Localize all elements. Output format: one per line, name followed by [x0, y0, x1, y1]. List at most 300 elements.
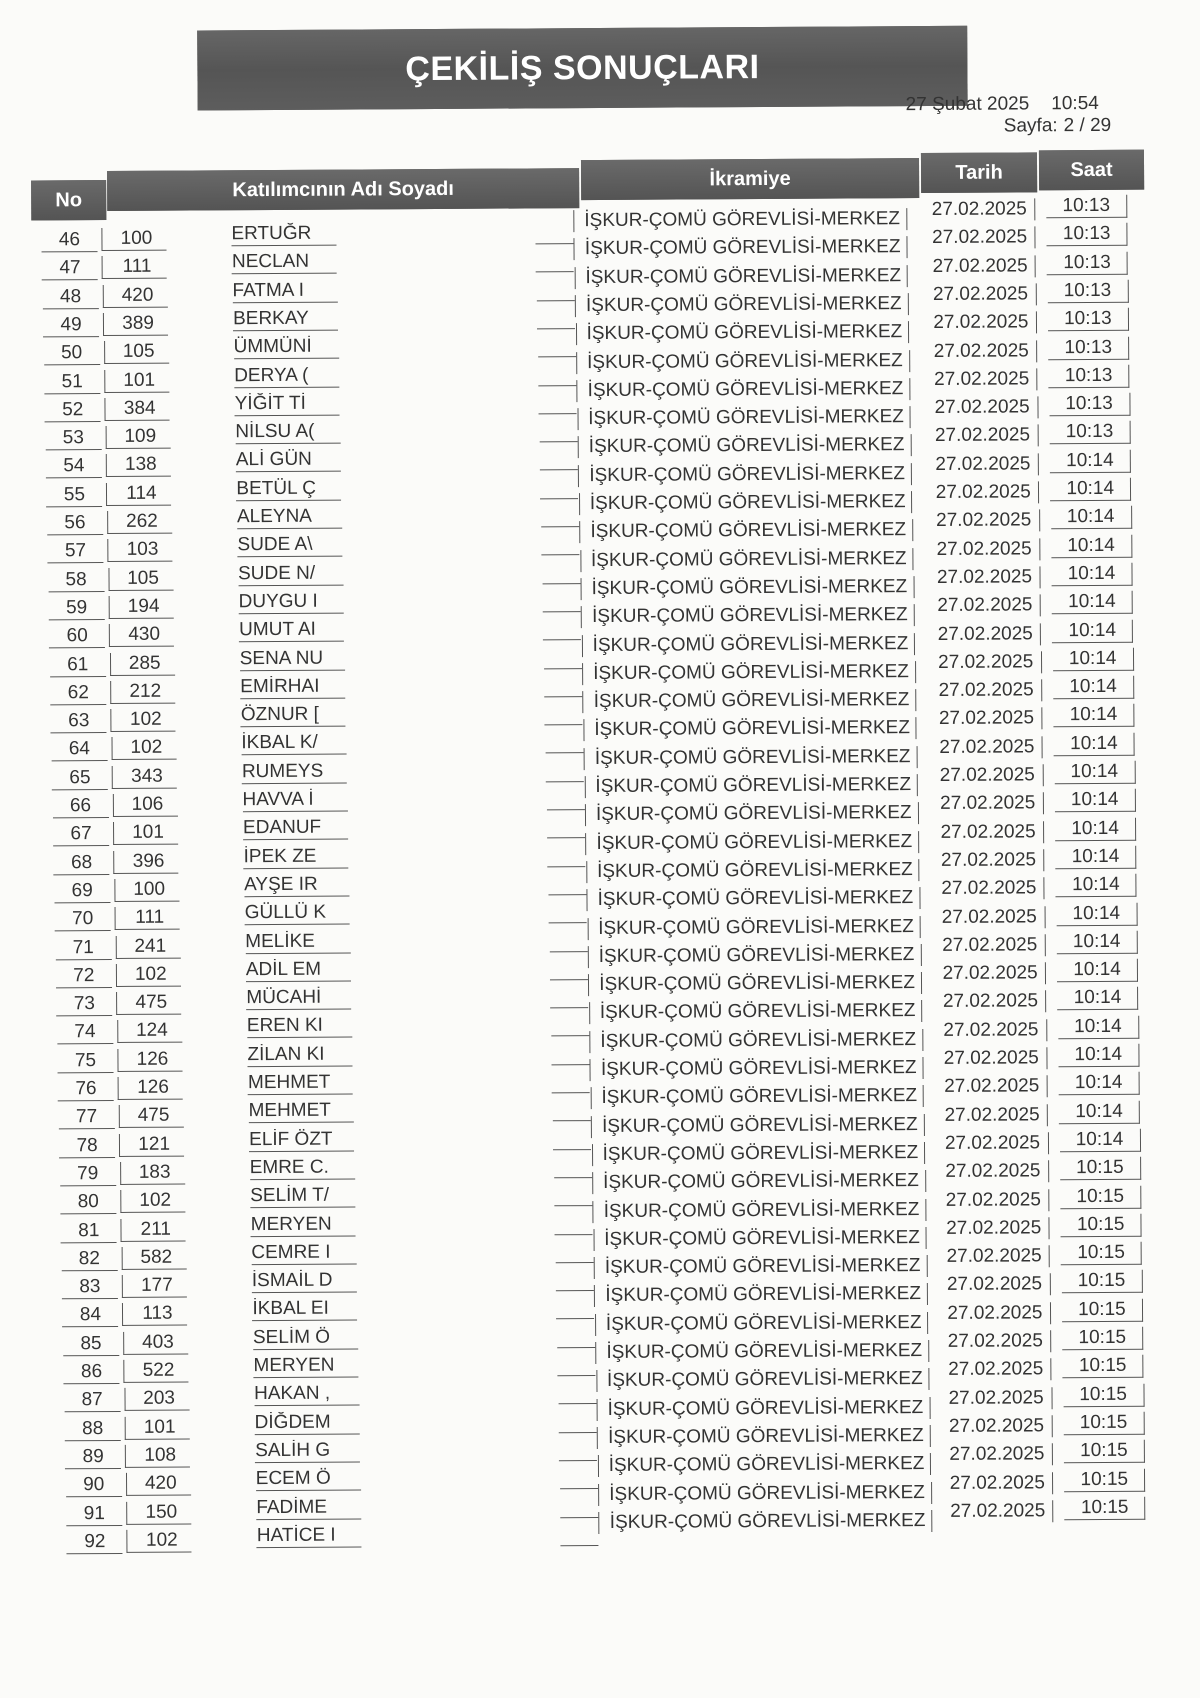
row-code: 111: [115, 907, 180, 930]
row-name: HATİCE I: [257, 1524, 362, 1548]
row-code: 102: [127, 1529, 192, 1552]
row-separator: [556, 1290, 594, 1291]
row-tarih: 27.02.2025: [925, 227, 1036, 250]
row-saat: 10:14: [1058, 1015, 1139, 1038]
row-no: 75: [57, 1050, 113, 1073]
row-ikramiye: İŞKUR-ÇOMÜ GÖREVLİSİ-MERKEZ: [573, 208, 907, 232]
row-code: 126: [117, 1048, 182, 1071]
row-code: 403: [123, 1331, 188, 1354]
row-ikramiye: İŞKUR-ÇOMÜ GÖREVLİSİ-MERKEZ: [580, 548, 914, 572]
row-tarih: 27.02.2025: [938, 1189, 1049, 1212]
row-no: 52: [45, 399, 101, 422]
row-no: 69: [54, 880, 110, 903]
row-name: AYŞE IR: [244, 873, 349, 897]
row-ikramiye: İŞKUR-ÇOMÜ GÖREVLİSİ-MERKEZ: [590, 1057, 924, 1081]
column-header-no: No: [31, 180, 106, 220]
row-code: 114: [106, 482, 171, 505]
row-saat: 10:13: [1048, 336, 1129, 359]
row-name: SALİH G: [255, 1439, 360, 1463]
row-saat: 10:15: [1063, 1383, 1144, 1406]
row-name: ÖZNUR [: [241, 704, 346, 728]
row-code: 101: [125, 1416, 190, 1439]
row-code: 111: [102, 256, 167, 279]
row-name: NECLAN: [232, 251, 337, 275]
row-separator: [540, 498, 578, 499]
row-name: ECEM Ö: [256, 1468, 361, 1492]
row-separator: [558, 1375, 596, 1376]
row-code: 430: [109, 624, 174, 647]
row-ikramiye: İŞKUR-ÇOMÜ GÖREVLİSİ-MERKEZ: [592, 1170, 926, 1194]
row-code: 106: [112, 794, 177, 817]
row-no: 79: [60, 1163, 116, 1186]
row-no: 83: [62, 1276, 118, 1299]
row-saat: 10:13: [1049, 421, 1130, 444]
row-saat: 10:15: [1061, 1270, 1142, 1293]
row-separator: [545, 753, 583, 754]
row-tarih: 27.02.2025: [932, 764, 1043, 787]
row-ikramiye: İŞKUR-ÇOMÜ GÖREVLİSİ-MERKEZ: [595, 1312, 929, 1336]
row-name: MÜCAHİ: [246, 987, 351, 1011]
row-separator: [550, 979, 588, 980]
row-name: EMRE C.: [250, 1156, 355, 1180]
row-name: MELİKE: [245, 930, 350, 954]
row-code: 101: [113, 822, 178, 845]
row-tarih: 27.02.2025: [934, 877, 1045, 900]
row-name: İSMAİL D: [252, 1270, 357, 1294]
row-saat: 10:14: [1057, 987, 1138, 1010]
row-saat: 10:14: [1051, 506, 1132, 529]
row-no: 66: [52, 795, 108, 818]
row-separator: [559, 1432, 597, 1433]
row-separator: [539, 413, 577, 414]
row-code: 102: [111, 737, 176, 760]
row-separator: [545, 724, 583, 725]
row-tarih: 27.02.2025: [934, 906, 1045, 929]
row-tarih: 27.02.2025: [942, 1472, 1053, 1495]
row-saat: 10:15: [1061, 1242, 1142, 1265]
row-code: 582: [121, 1246, 186, 1269]
row-tarih: 27.02.2025: [926, 312, 1037, 335]
row-code: 105: [104, 341, 169, 364]
row-saat: 10:14: [1050, 449, 1131, 472]
row-tarih: 27.02.2025: [930, 595, 1041, 618]
row-no: 72: [56, 965, 112, 988]
row-no: 55: [46, 484, 102, 507]
row-no: 80: [60, 1191, 116, 1214]
row-code: 241: [115, 935, 180, 958]
row-name: MERYEN: [251, 1213, 356, 1237]
row-tarih: 27.02.2025: [937, 1076, 1048, 1099]
row-tarih: 27.02.2025: [943, 1500, 1054, 1523]
row-code: 475: [119, 1105, 184, 1128]
row-code: 475: [116, 992, 181, 1015]
row-name: ALİ GÜN: [236, 449, 341, 473]
row-no: 54: [46, 455, 102, 478]
row-ikramiye: İŞKUR-ÇOMÜ GÖREVLİSİ-MERKEZ: [583, 689, 917, 713]
row-tarih: 27.02.2025: [941, 1415, 1052, 1438]
row-name: ADİL EM: [246, 958, 351, 982]
row-name: YİĞİT Tİ: [235, 392, 340, 416]
row-name: SUDE N/: [238, 562, 343, 586]
row-saat: 10:15: [1060, 1185, 1141, 1208]
row-no: 77: [59, 1106, 115, 1129]
row-no: 56: [47, 512, 103, 535]
row-saat: 10:14: [1050, 478, 1131, 501]
row-saat: 10:13: [1047, 223, 1128, 246]
row-separator: [560, 1488, 598, 1489]
row-ikramiye: İŞKUR-ÇOMÜ GÖREVLİSİ-MERKEZ: [589, 1029, 923, 1053]
row-code: 138: [106, 454, 171, 477]
row-separator: [542, 583, 580, 584]
row-code: 212: [110, 680, 175, 703]
column-header-name: Katılımcının Adı Soyadı: [107, 168, 579, 211]
row-code: 102: [120, 1190, 185, 1213]
row-tarih: 27.02.2025: [939, 1217, 1050, 1240]
row-name: MEHMET: [248, 1072, 353, 1096]
row-ikramiye: İŞKUR-ÇOMÜ GÖREVLİSİ-MERKEZ: [594, 1255, 928, 1279]
row-no: 62: [50, 682, 106, 705]
row-separator: [558, 1403, 596, 1404]
row-separator: [554, 1177, 592, 1178]
row-tarih: 27.02.2025: [935, 991, 1046, 1014]
row-separator: [551, 1035, 589, 1036]
row-tarih: 27.02.2025: [933, 793, 1044, 816]
row-name: SELİM Ö: [253, 1326, 358, 1350]
row-ikramiye: İŞKUR-ÇOMÜ GÖREVLİSİ-MERKEZ: [591, 1114, 925, 1138]
row-ikramiye: İŞKUR-ÇOMÜ GÖREVLİSİ-MERKEZ: [582, 633, 916, 657]
row-saat: 10:15: [1063, 1412, 1144, 1435]
row-code: 522: [123, 1360, 188, 1383]
row-ikramiye: İŞKUR-ÇOMÜ GÖREVLİSİ-MERKEZ: [585, 802, 919, 826]
row-ikramiye: İŞKUR-ÇOMÜ GÖREVLİSİ-MERKEZ: [588, 944, 922, 968]
row-saat: 10:14: [1053, 704, 1134, 727]
row-saat: 10:13: [1049, 393, 1130, 416]
row-tarih: 27.02.2025: [941, 1359, 1052, 1382]
row-separator: [539, 441, 577, 442]
row-saat: 10:14: [1052, 619, 1133, 642]
row-saat: 10:14: [1057, 931, 1138, 954]
row-ikramiye: İŞKUR-ÇOMÜ GÖREVLİSİ-MERKEZ: [583, 717, 917, 741]
row-separator: [550, 1007, 588, 1008]
row-code: 183: [120, 1161, 185, 1184]
row-no: 84: [62, 1304, 118, 1327]
row-tarih: 27.02.2025: [931, 708, 1042, 731]
row-name: ELİF ÖZT: [249, 1128, 354, 1152]
print-time-value: 10:54: [1051, 92, 1099, 115]
row-code: 211: [121, 1218, 186, 1241]
row-name: MERYEN: [253, 1355, 358, 1379]
row-code: 109: [105, 426, 170, 449]
row-ikramiye: İŞKUR-ÇOMÜ GÖREVLİSİ-MERKEZ: [595, 1340, 929, 1364]
row-ikramiye: İŞKUR-ÇOMÜ GÖREVLİSİ-MERKEZ: [589, 1000, 923, 1024]
row-name: SELİM T/: [250, 1185, 355, 1209]
row-no: 91: [66, 1502, 122, 1525]
row-name: EDANUF: [243, 817, 348, 841]
row-saat: 10:15: [1063, 1355, 1144, 1378]
row-no: 57: [47, 540, 103, 563]
row-no: 86: [63, 1361, 119, 1384]
row-separator: [559, 1460, 597, 1461]
row-saat: 10:14: [1057, 959, 1138, 982]
row-tarih: 27.02.2025: [932, 736, 1043, 759]
row-ikramiye: İŞKUR-ÇOMÜ GÖREVLİSİ-MERKEZ: [590, 1085, 924, 1109]
row-no: 58: [48, 569, 104, 592]
row-tarih: 27.02.2025: [929, 510, 1040, 533]
row-separator: [553, 1149, 591, 1150]
row-ikramiye: İŞKUR-ÇOMÜ GÖREVLİSİ-MERKEZ: [579, 519, 913, 543]
row-no: 74: [57, 1021, 113, 1044]
row-tarih: 27.02.2025: [924, 198, 1035, 221]
row-separator: [541, 526, 579, 527]
row-tarih: 27.02.2025: [930, 623, 1041, 646]
row-code: 126: [118, 1077, 183, 1100]
row-separator: [542, 554, 580, 555]
row-name: DERYA (: [234, 364, 339, 388]
row-tarih: 27.02.2025: [927, 396, 1038, 419]
row-code: 420: [102, 284, 167, 307]
row-ikramiye: İŞKUR-ÇOMÜ GÖREVLİSİ-MERKEZ: [580, 576, 914, 600]
row-ikramiye: İŞKUR-ÇOMÜ GÖREVLİSİ-MERKEZ: [598, 1482, 932, 1506]
row-ikramiye: İŞKUR-ÇOMÜ GÖREVLİSİ-MERKEZ: [592, 1142, 926, 1166]
row-no: 90: [66, 1474, 122, 1497]
row-no: 53: [45, 427, 101, 450]
row-no: 46: [41, 229, 97, 252]
row-saat: 10:15: [1061, 1214, 1142, 1237]
row-ikramiye: İŞKUR-ÇOMÜ GÖREVLİSİ-MERKEZ: [587, 887, 921, 911]
row-name: İPEK ZE: [244, 845, 349, 869]
row-tarih: 27.02.2025: [940, 1330, 1051, 1353]
row-code: 420: [126, 1473, 191, 1496]
row-code: 203: [124, 1388, 189, 1411]
row-ikramiye: İŞKUR-ÇOMÜ GÖREVLİSİ-MERKEZ: [578, 463, 912, 487]
row-ikramiye: İŞKUR-ÇOMÜ GÖREVLİSİ-MERKEZ: [586, 859, 920, 883]
row-name: İKBAL K/: [241, 732, 346, 756]
row-name: İKBAL EI: [252, 1298, 357, 1322]
row-no: 60: [49, 625, 105, 648]
row-ikramiye: İŞKUR-ÇOMÜ GÖREVLİSİ-MERKEZ: [576, 350, 910, 374]
row-name: FADİME: [256, 1496, 361, 1520]
row-tarih: 27.02.2025: [939, 1245, 1050, 1268]
row-tarih: 27.02.2025: [940, 1302, 1051, 1325]
row-saat: 10:15: [1062, 1298, 1143, 1321]
row-ikramiye: İŞKUR-ÇOMÜ GÖREVLİSİ-MERKEZ: [585, 831, 919, 855]
row-ikramiye: İŞKUR-ÇOMÜ GÖREVLİSİ-MERKEZ: [596, 1368, 930, 1392]
row-saat: 10:13: [1047, 251, 1128, 274]
row-name: CEMRE I: [251, 1241, 356, 1265]
row-code: 285: [110, 652, 175, 675]
row-no: 87: [64, 1389, 120, 1412]
row-separator: [552, 1092, 590, 1093]
row-separator: [561, 1545, 599, 1546]
row-name: HAKAN ,: [254, 1383, 359, 1407]
row-tarih: 27.02.2025: [925, 255, 1036, 278]
row-saat: 10:14: [1055, 789, 1136, 812]
row-separator: [547, 837, 585, 838]
column-header-ikramiye: İkramiye: [581, 158, 919, 200]
row-no: 81: [61, 1219, 117, 1242]
row-separator: [540, 470, 578, 471]
row-ikramiye: İŞKUR-ÇOMÜ GÖREVLİSİ-MERKEZ: [587, 916, 921, 940]
row-name: DUYGU I: [239, 590, 344, 614]
row-saat: 10:13: [1049, 365, 1130, 388]
row-no: 68: [54, 852, 110, 875]
row-saat: 10:14: [1051, 534, 1132, 557]
row-tarih: 27.02.2025: [933, 849, 1044, 872]
row-separator: [548, 866, 586, 867]
row-name: UMUT AI: [239, 619, 344, 643]
row-no: 71: [55, 937, 111, 960]
row-saat: 10:14: [1058, 1044, 1139, 1067]
page-title: ÇEKİLİŞ SONUÇLARI: [197, 26, 967, 111]
row-no: 76: [58, 1078, 114, 1101]
row-ikramiye: İŞKUR-ÇOMÜ GÖREVLİSİ-MERKEZ: [575, 321, 909, 345]
row-no: 88: [65, 1418, 121, 1441]
row-no: 63: [51, 710, 107, 733]
row-code: 102: [111, 709, 176, 732]
row-tarih: 27.02.2025: [927, 368, 1038, 391]
row-code: 396: [114, 850, 179, 873]
row-ikramiye: İŞKUR-ÇOMÜ GÖREVLİSİ-MERKEZ: [578, 434, 912, 458]
row-no: 49: [43, 314, 99, 337]
row-code: 343: [112, 765, 177, 788]
row-separator: [555, 1262, 593, 1263]
row-name: SENA NU: [240, 647, 345, 671]
row-ikramiye: İŞKUR-ÇOMÜ GÖREVLİSİ-MERKEZ: [577, 406, 911, 430]
row-tarih: 27.02.2025: [928, 481, 1039, 504]
row-no: 59: [49, 597, 105, 620]
row-code: 389: [103, 313, 168, 336]
row-code: 113: [122, 1303, 187, 1326]
row-tarih: 27.02.2025: [929, 538, 1040, 561]
row-code: 102: [116, 963, 181, 986]
row-ikramiye: İŞKUR-ÇOMÜ GÖREVLİSİ-MERKEZ: [598, 1453, 932, 1477]
row-saat: 10:14: [1052, 591, 1133, 614]
row-no: 50: [44, 342, 100, 365]
row-name: DİĞDEM: [255, 1411, 360, 1435]
row-ikramiye: İŞKUR-ÇOMÜ GÖREVLİSİ-MERKEZ: [577, 378, 911, 402]
row-separator: [536, 271, 574, 272]
row-saat: 10:15: [1064, 1468, 1145, 1491]
row-code: 101: [104, 369, 169, 392]
row-ikramiye: İŞKUR-ÇOMÜ GÖREVLİSİ-MERKEZ: [597, 1425, 931, 1449]
row-tarih: 27.02.2025: [928, 453, 1039, 476]
row-tarih: 27.02.2025: [938, 1160, 1049, 1183]
row-name: FATMA I: [232, 279, 337, 303]
row-code: 384: [105, 397, 170, 420]
row-no: 48: [42, 286, 98, 309]
row-separator: [548, 894, 586, 895]
row-tarih: 27.02.2025: [925, 283, 1036, 306]
row-ikramiye: İŞKUR-ÇOMÜ GÖREVLİSİ-MERKEZ: [584, 746, 918, 770]
row-no: 85: [63, 1333, 119, 1356]
row-saat: 10:14: [1051, 563, 1132, 586]
row-name: MEHMET: [248, 1100, 353, 1124]
row-name: HAVVA İ: [242, 789, 347, 813]
row-code: 100: [114, 878, 179, 901]
row-ikramiye: İŞKUR-ÇOMÜ GÖREVLİSİ-MERKEZ: [581, 604, 915, 628]
row-code: 150: [126, 1501, 191, 1524]
row-no: 73: [56, 993, 112, 1016]
row-code: 121: [119, 1133, 184, 1156]
row-ikramiye: İŞKUR-ÇOMÜ GÖREVLİSİ-MERKEZ: [588, 972, 922, 996]
row-name: BETÜL Ç: [236, 477, 341, 501]
row-code: 177: [122, 1275, 187, 1298]
row-tarih: 27.02.2025: [937, 1104, 1048, 1127]
row-no: 67: [53, 823, 109, 846]
row-separator: [556, 1318, 594, 1319]
row-saat: 10:14: [1055, 817, 1136, 840]
row-no: 92: [67, 1531, 123, 1554]
row-separator: [553, 1120, 591, 1121]
row-no: 70: [55, 908, 111, 931]
row-ikramiye: İŞKUR-ÇOMÜ GÖREVLİSİ-MERKEZ: [584, 774, 918, 798]
row-tarih: 27.02.2025: [931, 651, 1042, 674]
row-separator: [535, 243, 573, 244]
row-tarih: 27.02.2025: [929, 566, 1040, 589]
row-name: NİLSU A(: [235, 421, 340, 445]
row-code: 103: [107, 539, 172, 562]
row-separator: [554, 1205, 592, 1206]
row-saat: 10:14: [1055, 846, 1136, 869]
page-number-label: Sayfa:: [1003, 115, 1058, 137]
row-saat: 10:15: [1065, 1496, 1146, 1519]
column-header-tarih: Tarih: [921, 152, 1037, 193]
row-ikramiye: İŞKUR-ÇOMÜ GÖREVLİSİ-MERKEZ: [579, 491, 913, 515]
row-name: RUMEYS: [242, 760, 347, 784]
row-no: 65: [52, 767, 108, 790]
row-ikramiye: İŞKUR-ÇOMÜ GÖREVLİSİ-MERKEZ: [599, 1510, 933, 1534]
row-tarih: 27.02.2025: [942, 1443, 1053, 1466]
row-no: 82: [61, 1248, 117, 1271]
page-number-value: 2 / 29: [1063, 114, 1112, 137]
row-saat: 10:14: [1056, 874, 1137, 897]
row-separator: [547, 809, 585, 810]
row-separator: [557, 1347, 595, 1348]
row-saat: 10:15: [1064, 1440, 1145, 1463]
row-separator: [543, 639, 581, 640]
row-saat: 10:14: [1056, 902, 1137, 925]
row-saat: 10:13: [1047, 280, 1128, 303]
row-tarih: 27.02.2025: [935, 962, 1046, 985]
print-date-value: 27 Şubat 2025: [905, 93, 1030, 116]
row-no: 51: [44, 371, 100, 394]
row-tarih: 27.02.2025: [939, 1274, 1050, 1297]
row-no: 89: [65, 1446, 121, 1469]
row-ikramiye: İŞKUR-ÇOMÜ GÖREVLİSİ-MERKEZ: [596, 1397, 930, 1421]
row-ikramiye: İŞKUR-ÇOMÜ GÖREVLİSİ-MERKEZ: [594, 1283, 928, 1307]
row-ikramiye: İŞKUR-ÇOMÜ GÖREVLİSİ-MERKEZ: [593, 1227, 927, 1251]
row-name: ALEYNA: [237, 506, 342, 530]
row-separator: [549, 922, 587, 923]
row-saat: 10:15: [1062, 1327, 1143, 1350]
row-separator: [546, 781, 584, 782]
row-saat: 10:13: [1048, 308, 1129, 331]
row-ikramiye: İŞKUR-ÇOMÜ GÖREVLİSİ-MERKEZ: [574, 236, 908, 260]
row-tarih: 27.02.2025: [931, 679, 1042, 702]
row-tarih: 27.02.2025: [941, 1387, 1052, 1410]
row-saat: 10:14: [1059, 1072, 1140, 1095]
row-saat: 10:14: [1054, 732, 1135, 755]
row-saat: 10:14: [1059, 1100, 1140, 1123]
row-tarih: 27.02.2025: [936, 1047, 1047, 1070]
row-code: 105: [108, 567, 173, 590]
row-name: EMİRHAI: [240, 675, 345, 699]
column-header-saat: Saat: [1039, 150, 1144, 191]
row-code: 100: [101, 228, 166, 251]
row-separator: [552, 1064, 590, 1065]
row-separator: [543, 611, 581, 612]
row-code: 124: [117, 1020, 182, 1043]
